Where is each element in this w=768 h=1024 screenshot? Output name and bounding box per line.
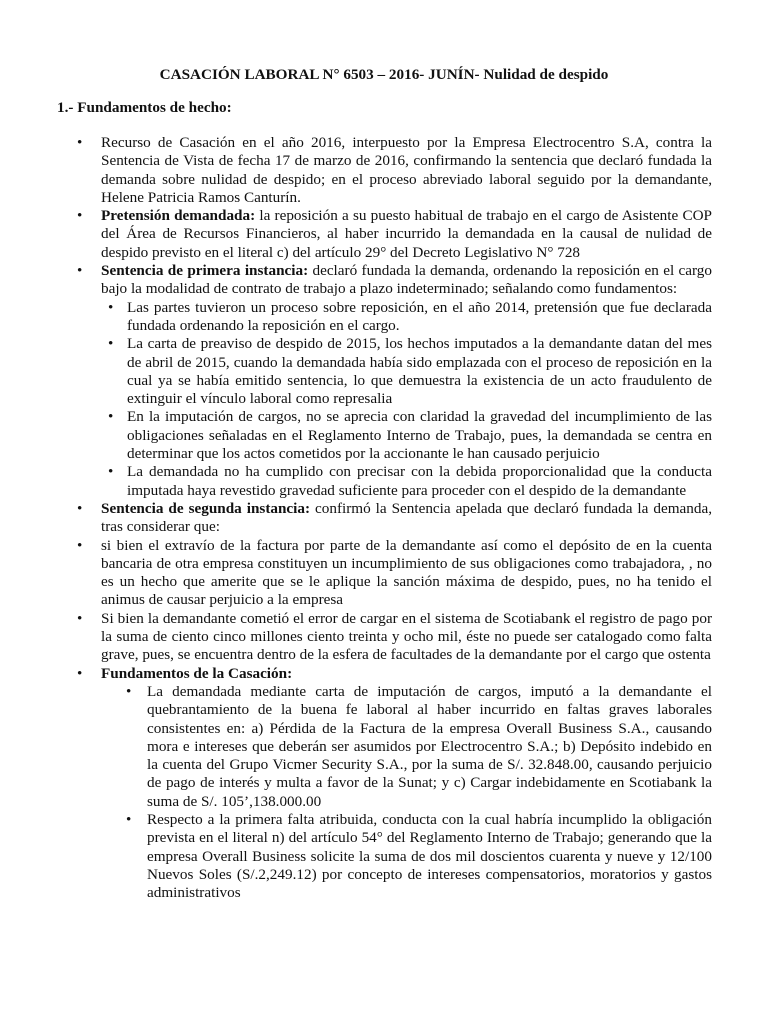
item-text: si bien el extravío de la factura por parte de la demandante así como el depósito de en la cuenta bancaria de otra empresa constituyen un incumplimiento de sus obligaciones como trabajadora, , no es un hecho que amerite que se le aplique la sanción máxima de despido, pues, no ha tenido el animus de causar perjuicio a la empresa xyxy=(101,536,712,609)
list-item xyxy=(101,207,712,262)
sub-list-item xyxy=(127,299,712,336)
list-item xyxy=(101,500,712,537)
cassation-grounds-list xyxy=(101,683,712,903)
item-text: Recurso de Casación en el año 2016, interpuesto por la Empresa Electrocentro S.A, contra la Sentencia de Vista de fecha 17 de marzo de 2016, confirmando la sentencia que declaró fundada la demanda sobre nulidad de despido; en el proceso abreviado laboral seguido por la demandante, Helene Patricia Ramos Canturín. xyxy=(101,134,712,206)
sub-item-text: La demandada no ha cumplido con precisar con la debida proporcionalidad que la conducta imputada haya revestido gravedad suficiente para proceder con el despido de la demandante xyxy=(127,463,712,499)
sub-list-item xyxy=(127,463,712,500)
sub-list-item xyxy=(127,335,712,408)
list-item xyxy=(101,537,712,610)
list-item xyxy=(101,134,712,207)
item-text: la reposición a su puesto habitual de trabajo en el cargo de Asistente COP del Área de Recursos Financieros, al haber incurrido la demandada en la causal de nulidad de despido previsto en el literal c) del artículo 29° del Decreto Legislativo N° 728 xyxy=(101,207,713,261)
sub-item-text: Las partes tuvieron un proceso sobre reposición, en el año 2014, pretensión que fue declarada fundada ordenando la reposición en el cargo. xyxy=(127,298,712,334)
sub-item-text: La carta de preaviso de despido de 2015, los hechos imputados a la demandante datan del mes de abril de 2015, cuando la demandada había sido emplazada con el proceso de reposición en la cual ya se había emitido sentencia, lo que demuestra la existencia de un acto fraudulento de extinguir el vínculo laboral como represalia xyxy=(127,335,712,408)
list-item xyxy=(101,262,712,500)
section-heading: 1.- Fundamentos de hecho: xyxy=(57,99,232,116)
item-label: Fundamentos de la Casación: xyxy=(101,664,293,682)
sub-list-item xyxy=(147,683,712,811)
sub-list-item xyxy=(127,408,712,463)
sub-item-text: Respecto a la primera falta atribuida, conducta con la cual habría incumplido la obligación prevista en el literal n) del artículo 54° del Reglamento Interno de Trabajo; generando que la empresa Overall Business solicite la suma de dos mil doscientos cuarenta y nueve y 12/100 Nuevos Soles (S/.2,249.12) por concepto de intereses compensatorios, moratorios y gastos administrativos xyxy=(147,810,712,902)
item-text: Si bien la demandante cometió el error de cargar en el sistema de Scotiabank el registro de pago por la suma de ciento cinco millones ciento treinta y ocho mil, éste no puede ser catalogado como falta grave, pues, se encuentra dentro de la esfera de facultades de la demandante por el cargo que ostenta xyxy=(101,609,712,664)
list-item xyxy=(101,610,712,665)
item-label: Sentencia de segunda instancia: xyxy=(101,499,311,517)
list-item xyxy=(101,665,712,903)
first-instance-grounds-list xyxy=(101,299,712,500)
item-text: confirmó la Sentencia apelada que declaró fundada la demanda, tras considerar que: xyxy=(101,499,712,536)
sub-item-text: La demandada mediante carta de imputación de cargos, imputó a la demandante el quebrantamiento de la buena fe laboral al haber incurrido en faltas graves laborales consistentes en: a) Pérdida de la Factura de la empresa Overall Business S.A., causando mora e intereses que deberán ser asumidos por Electrocentro S.A.; b) Depósito indebido en la cuenta del Grupo Vicmer Security S.A., por la suma de S/. 32.848.00, causando perjuicio de pago de interés y multa a favor de la Sunat; y c) Cargar indebidamente en Scotiabank la suma de S/. 105’,138.000.00 xyxy=(147,682,712,810)
document-title: CASACIÓN LABORAL N° 6503 – 2016- JUNÍN- Nulidad de despido xyxy=(159,66,609,83)
sub-list-item xyxy=(147,811,712,902)
item-text: declaró fundada la demanda, ordenando la reposición en el cargo bajo la modalidad de contrato de trabajo a plazo indeterminado; señalando como fundamentos: xyxy=(101,262,712,298)
facts-list xyxy=(0,134,768,902)
item-label: Pretensión demandada: xyxy=(101,207,256,225)
sub-item-text: En la imputación de cargos, no se aprecia con claridad la gravedad del incumplimiento de las obligaciones señaladas en el Reglamento Interno de Trabajo, pues, la demandada se centra en determinar que los actos cometidos por la accionante le han causado perjuicio xyxy=(127,408,712,463)
item-label: Sentencia de primera instancia: xyxy=(101,262,309,280)
